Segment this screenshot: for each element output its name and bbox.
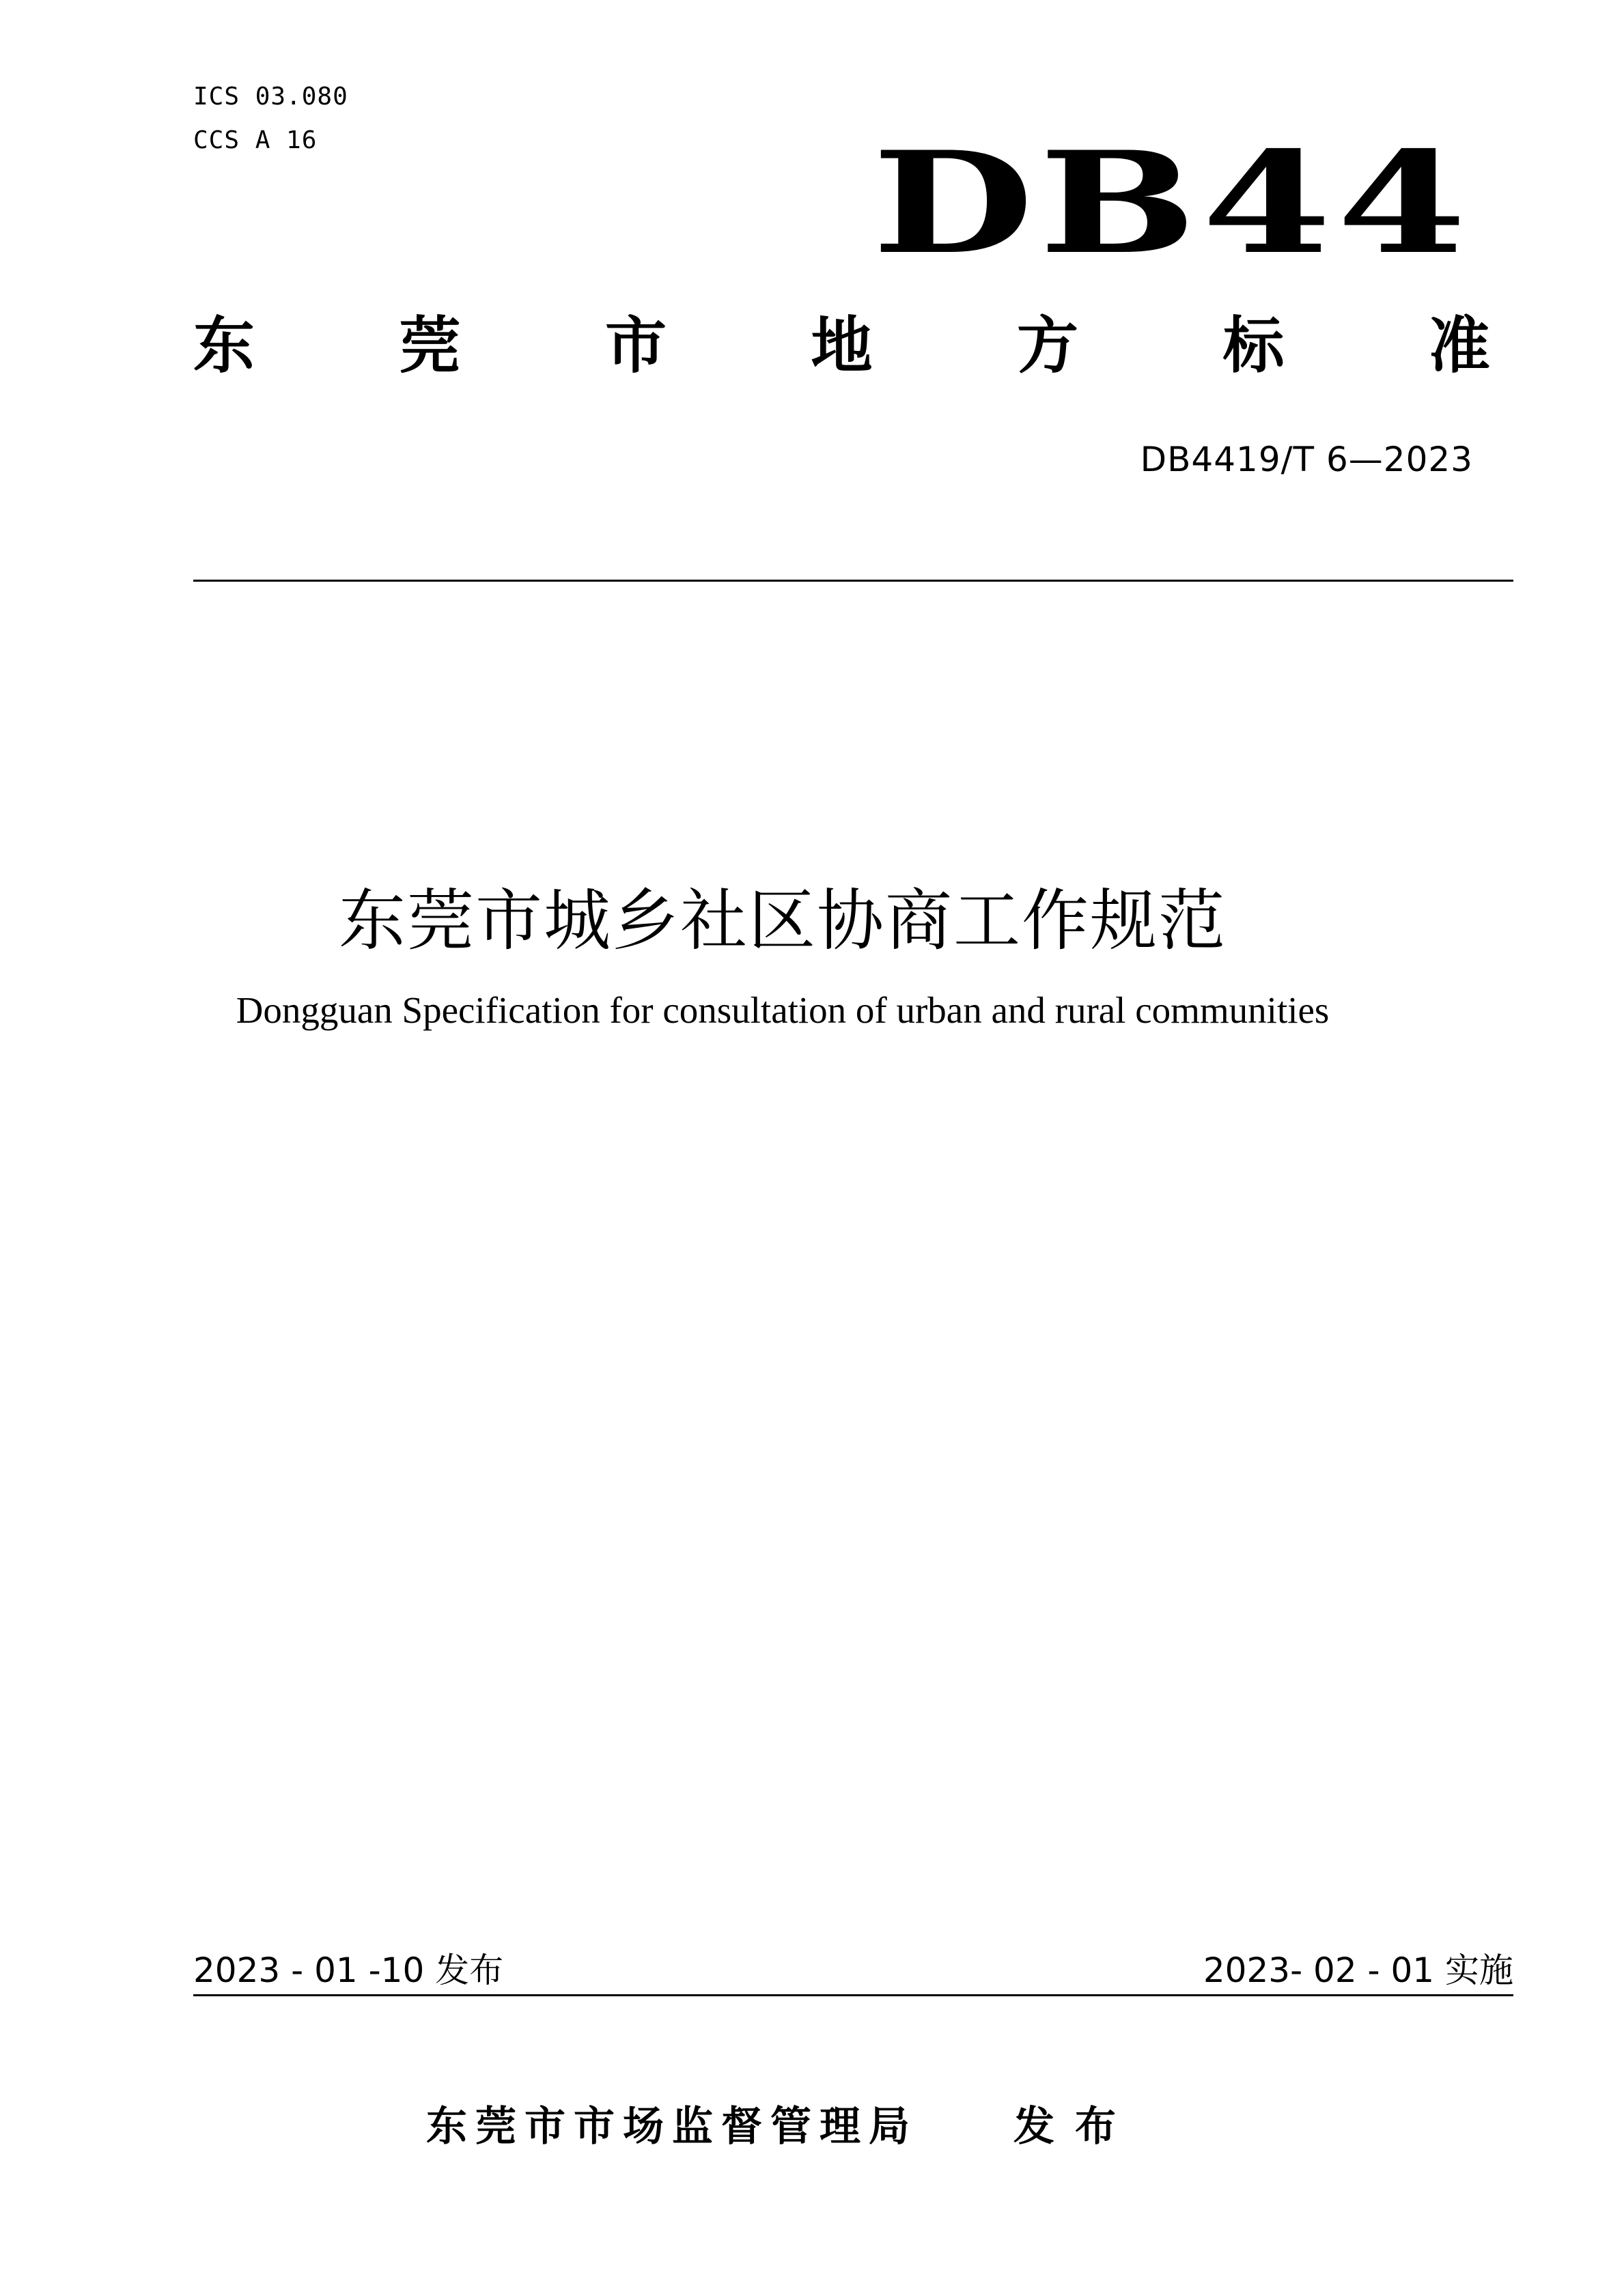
- standard-type-char: 莞: [399, 310, 461, 382]
- issuer-line: [0, 2103, 1624, 2151]
- standard-type-char: 东: [193, 310, 255, 382]
- standard-type-char: 标: [1222, 310, 1285, 382]
- issuer-action: 发布: [1013, 2103, 1136, 2151]
- standard-type-char: 方: [1017, 310, 1078, 382]
- standard-number: DB4419/T 6—2023: [1140, 440, 1473, 479]
- issuer-name: 东莞市市场监督管理局: [426, 2103, 918, 2151]
- ics-code: ICS 03.080: [193, 83, 348, 111]
- standard-type-char: 地: [811, 310, 873, 382]
- top-divider: [193, 580, 1513, 582]
- document-title-chinese: 东莞市城乡社区协商工作规范: [338, 882, 1227, 960]
- standard-type-char: 市: [605, 310, 667, 382]
- bottom-divider: [193, 1994, 1513, 1996]
- standard-logo: DB44: [871, 122, 1472, 285]
- ccs-code: CCS A 16: [193, 126, 318, 154]
- implementation-date: 2023- 02 - 01 实施: [1203, 1951, 1513, 1990]
- document-title-english: Dongguan Specification for consultation of urban and rural communities: [236, 989, 1330, 1031]
- standard-type-char: 准: [1429, 310, 1490, 382]
- issue-date: 2023 - 01 -10 发布: [193, 1951, 504, 1990]
- standard-type-heading: [193, 310, 1490, 382]
